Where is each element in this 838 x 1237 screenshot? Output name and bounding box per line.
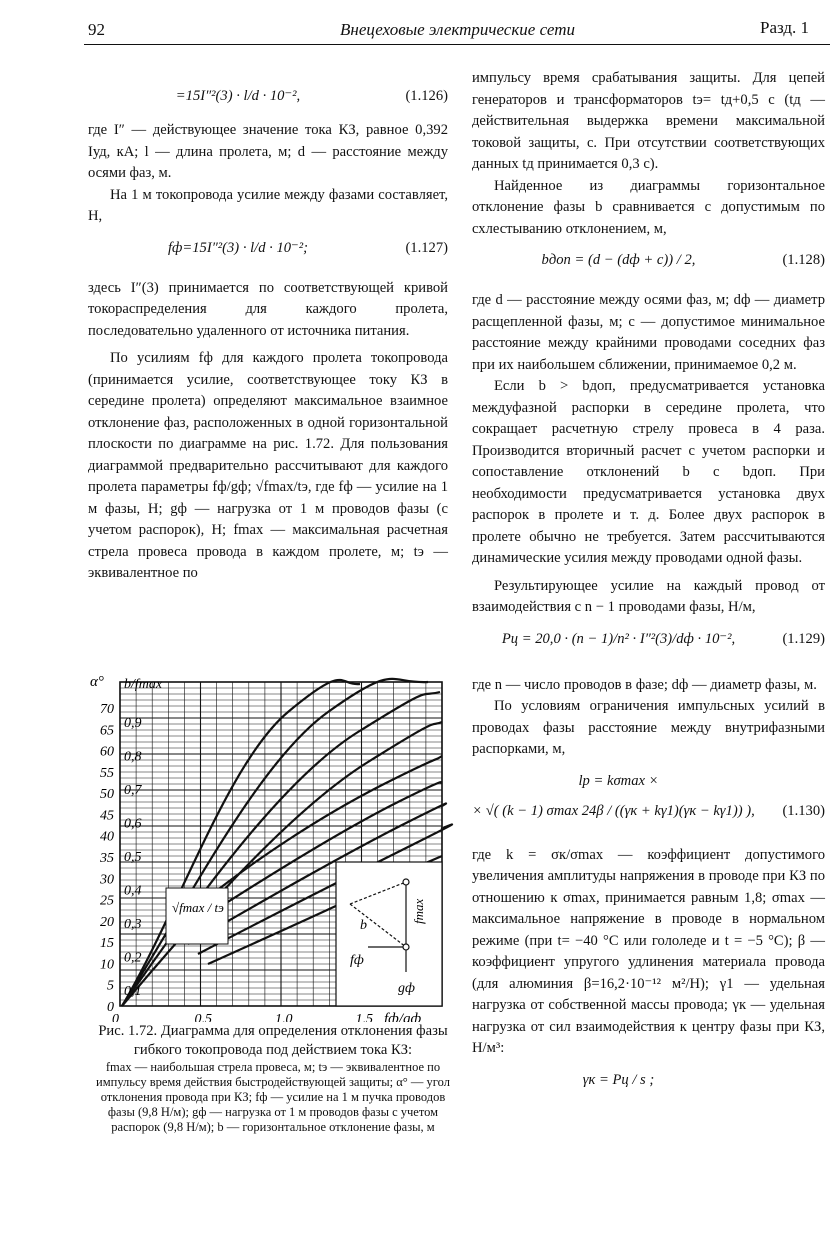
equation-1-126 — [88, 76, 448, 120]
alpha-tick-label: 10 — [100, 957, 114, 973]
alpha-tick-label: 5 — [107, 978, 114, 994]
inset-fmax-label: fmax — [411, 898, 426, 924]
paragraph: Если b > bдоп, предусматривается установка междуфазной распорки в середине пролета, что сокращает расчетную стрелу провеса в 4 раза. Производится вторичный расчет с учетом распорки и сопоставление отклонений b с bдоп. При необходимости предусматривается установка двух распорок в пролете и т. д. Более двух распорок в пролете обычно не требуется. Затем рассчитываются динамические усилия между проводами одной фазы. — [472, 378, 825, 566]
alpha-tick-label: 50 — [100, 787, 114, 803]
paragraph: здесь I″(3) принимается по соответствующей кривой токораспределения для каждого пролета, последовательно удаленного от источника питания. — [88, 279, 448, 339]
alpha-tick-label: 70 — [100, 702, 114, 717]
inset-b-label: b — [360, 918, 367, 933]
b-tick-label: 0,1 — [124, 984, 142, 999]
paragraph: где k = σк/σmax — коэффициент допустимого увеличения амплитуды напряжения в проводе при КЗ по отношению к σmax, принимается равным 1,8; σmax — максимальное напряжение в проводе в нормальном режиме (при t= −40 °C или гололеде и t = −5 °C); β — коэффициент упругого удлинения материала провода (для алюминия β=16,2·10⁻¹² м²/Н); γ1 — удельная нагрузка от собственной массы провода; γк — удельная нагрузка от сил взаимодействия к центру фазы при КЗ, Н/м³: — [472, 846, 825, 1056]
paragraph: Результирующее усилие на каждый провод от взаимодействия с n − 1 проводами фазы, Н/м, — [472, 577, 825, 615]
equation-number: (1.126) — [405, 88, 448, 104]
equation-formula: × √( (k − 1) σmax 24β / ((γк + kγ1)(γк − kγ1)) ), — [472, 802, 755, 819]
paragraph: где I″ — действующее значение тока КЗ, равное 0,392 Iуд, кА; l — длина пролета, м; d — расстояние между осями фаз, м. — [88, 122, 448, 181]
parameter-box — [166, 888, 228, 944]
left-column — [88, 76, 448, 585]
equation-number: (1.130) — [782, 802, 825, 819]
equation-1-130-line2 — [472, 791, 825, 845]
header-rule — [84, 44, 830, 45]
x-tick-label: 1,0 — [275, 1012, 293, 1022]
equation-1-128 — [472, 240, 825, 290]
alpha-tick-label: 55 — [100, 765, 114, 781]
b-tick-label: 0,9 — [124, 716, 142, 731]
x-tick-label: 1,5 — [355, 1012, 373, 1022]
b-tick-label: 0,7 — [124, 783, 142, 798]
equation-gamma-k — [472, 1060, 825, 1100]
paragraph: По усилиям fф для каждого пролета токопровода (принимается усилие, соответствующее току КЗ в середине пролета) определяют максимальное взаимное отклонение фаз, расположенных в одной горизонтальной плоскости по диаграмме на рис. 1.72. Для пользования диаграммой предварительно рассчитывают для каждого пролета параметры fф/gф; √fmax/tэ, где fф — усилие на 1 м фазы, Н; gф — нагрузка от 1 м проводов фазы (с учетом распорок), Н; fmax — максимальная расчетная стрела провеса провода в каждом пролете, м; tэ — эквивалентное по — [88, 350, 448, 581]
x-axis-label: fф/gф — [384, 1011, 422, 1022]
figure-caption — [88, 1022, 458, 1135]
caption-legend: fmax — наибольшая стрела провеса, м; tэ — эквивалентное по импульсу время действия быстродействующей защиты; α° — угол отклонения провода при КЗ; fф — усилие на 1 м пучка проводов фазы (9,8 Н/м); gф — нагрузка от 1 м проводов фазы с учетом распорок (9,8 Н/м); b — горизонтальное отклонение фазы, м — [96, 1060, 450, 1134]
diagram — [88, 672, 458, 1022]
equation-formula: fф=15I″²(3) · l/d · 10⁻²; — [167, 239, 309, 256]
equation-number: (1.127) — [405, 239, 448, 256]
equation-1-129 — [472, 619, 825, 675]
caption-title: Рис. 1.72. Диаграмма для определения отклонения фазы гибкого токопровода под действием тока КЗ: — [98, 1023, 448, 1058]
alpha-tick-label: 15 — [100, 936, 114, 952]
paragraph: где n — число проводов в фазе; dф — диаметр фазы, м. — [472, 676, 817, 693]
b-ticks — [124, 716, 143, 999]
paragraph: импульсу время срабатывания защиты. Для цепей генераторов и трансформаторов tэ= tд+0,5 с (tд — действительная выдержка времени максимальной токовой защиты, с. При отсутствии соответствующих данных tд принимается 0,3 с). — [472, 70, 825, 172]
b-tick-label: 0,2 — [124, 950, 142, 966]
page-number: 92 — [88, 20, 105, 39]
inset-gphi-label: gф — [398, 981, 415, 996]
paragraph: где d — расстояние между осями фаз, м; dф — диаметр расщепленной фазы, м; c — допустимое минимальное расстояние между крайними проводами соседних фаз при их наибольшем сближении, принимаемое 0,2 м. — [472, 292, 825, 373]
paragraph: На 1 м токопровода усилие между фазами составляет, Н, — [88, 186, 448, 224]
b-axis-label: b/fmax — [124, 677, 163, 692]
x-tick-label: 0,5 — [194, 1012, 212, 1022]
alpha-tick-label: 25 — [100, 893, 114, 909]
b-tick-label: 0,5 — [124, 850, 142, 865]
alpha-tick-label: 35 — [100, 851, 114, 866]
b-tick-label: 0,8 — [124, 749, 142, 765]
b-tick-label: 0,6 — [124, 816, 142, 832]
equation-formula: γк = Pц / s ; — [582, 1071, 655, 1088]
equation-1-130-line1 — [472, 761, 825, 791]
equation-formula: lр = kσmax × — [578, 772, 659, 789]
alpha-ticks — [99, 702, 114, 1015]
equation-formula: =15I″²(3) · l/d · 10⁻², — [175, 88, 301, 104]
alpha-tick-label: 45 — [100, 808, 114, 824]
paragraph: По условиям ограничения импульсных усилий в проводах фазы расстояние между внутрифазными распорками, м, — [472, 698, 825, 757]
equation-1-127 — [88, 228, 448, 278]
inset-fphi-label: fф — [350, 953, 364, 968]
equation-formula: Pц = 20,0 · (n − 1)/n² · I″²(3)/dф · 10⁻², — [501, 630, 736, 647]
running-title: Внецеховые электрические сети — [340, 20, 576, 39]
equation-number: (1.128) — [782, 252, 825, 268]
alpha-tick-label: 60 — [100, 744, 114, 760]
figure-1-72 — [88, 672, 458, 1027]
alpha-tick-label: 0 — [107, 1000, 114, 1015]
alpha-axis-label: α° — [90, 674, 104, 690]
b-tick-label: 0,3 — [124, 917, 142, 932]
alpha-tick-label: 20 — [100, 914, 114, 930]
right-column — [472, 68, 825, 1100]
alpha-tick-label: 30 — [100, 872, 114, 888]
section-label: Разд. 1 — [760, 18, 810, 37]
equation-formula: bдоп = (d − (dф + c)) / 2, — [541, 252, 696, 268]
alpha-tick-label: 65 — [100, 723, 114, 739]
equation-number: (1.129) — [782, 630, 825, 647]
x-ticks — [112, 1012, 373, 1022]
inset-box — [336, 862, 442, 1006]
parameter-label: √fmax / tэ — [172, 900, 224, 915]
alpha-tick-label: 40 — [100, 829, 114, 845]
x-tick-label: 0 — [112, 1012, 119, 1022]
b-tick-label: 0,4 — [124, 883, 142, 899]
paragraph: Найденное из диаграммы горизонтальное отклонение фазы b сравнивается с допустимым по схлестыванию отклонением, м, — [472, 177, 825, 237]
page-header — [0, 0, 838, 46]
